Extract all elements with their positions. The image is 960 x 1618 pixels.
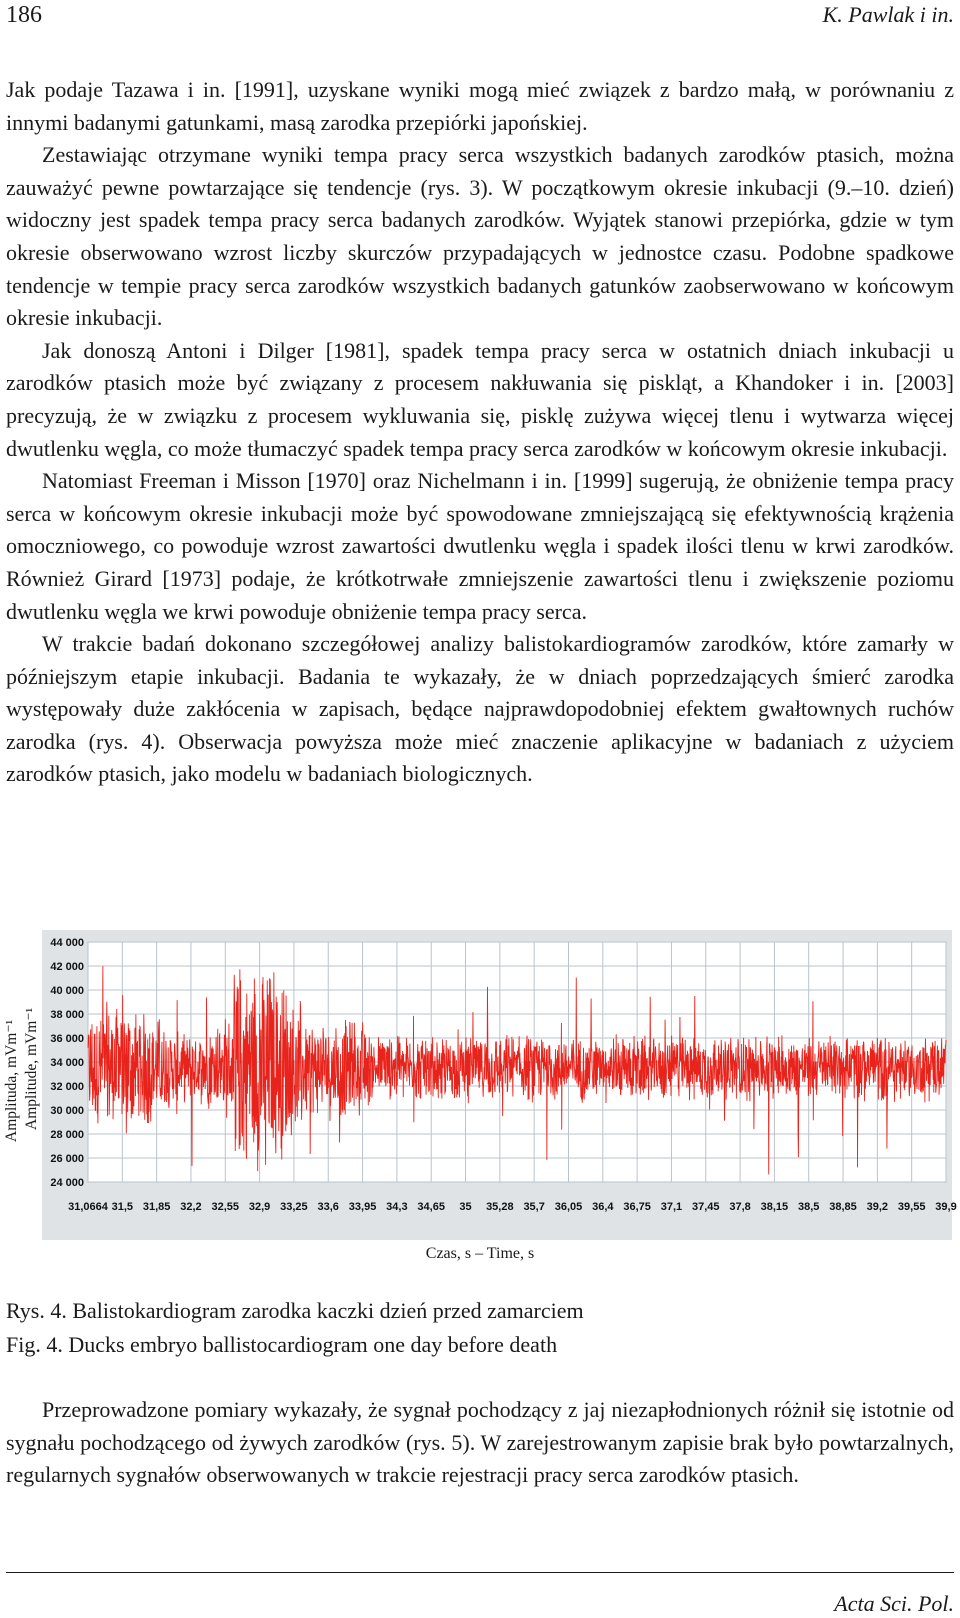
x-tick-label: 36,75: [623, 1201, 651, 1213]
x-tick-label: 32,2: [180, 1201, 202, 1213]
ballistocardiogram-chart: [0, 930, 960, 1240]
x-tick-label: 35,7: [523, 1201, 545, 1213]
x-axis-label: Czas, s – Time, s: [425, 1245, 535, 1262]
x-tick-label: 34,65: [417, 1201, 445, 1213]
body-text-top: [6, 74, 954, 791]
x-tick-label: 36,4: [592, 1201, 614, 1213]
paragraph: Przeprowadzone pomiary wykazały, że sygnał pochodzący z jaj niezapłodnionych różnił się istotnie od sygnału pochodzącego od żywych zarodków (rys. 5). W zarejestrowanym zapisie brak było powtarzalnych, regularnych sygnałów obserwowanych w trakcie rejestracji pracy serca zarodków ptasich.: [6, 1397, 954, 1488]
y-tick-label: 30 000: [50, 1105, 84, 1117]
plot-area: [50, 937, 956, 1213]
x-tick-label: 31,0664: [68, 1201, 108, 1213]
paragraph: Jak podaje Tazawa i in. [1991], uzyskane wyniki mogą mieć związek z bardzo małą, w porównaniu z innymi badanymi gatunkami, masą zarodka przepiórki japońskiej.: [6, 77, 954, 135]
x-tick-label: 32,9: [248, 1201, 271, 1213]
running-head: K. Pawlak i in.: [822, 2, 954, 27]
y-tick-label: 26 000: [50, 1153, 84, 1165]
paragraph: W trakcie badań dokonano szczegółowej analizy balistokardiogramów zarodków, które zamarły w późniejszym etapie inkubacji. Badania te wykazały, że w dniach poprzedzających śmierć zarodka występowały duże zakłócenia w zapisach, będące najprawdopodobniej efektem gwałtownych ruchów zarodka (rys. 4). Obserwacja powyższa może mieć znaczenie aplikacyjne w badaniach z użyciem zarodków ptasich, jako modelu w badaniach biologicznych.: [6, 631, 954, 787]
y-tick-label: 44 000: [50, 937, 84, 949]
figure-caption-en: Fig. 4. Ducks embryo ballistocardiogram one day before death: [6, 1332, 558, 1357]
x-tick-label: 37,8: [729, 1201, 751, 1213]
x-tick-label: 38,15: [760, 1201, 789, 1213]
y-tick-label: 34 000: [50, 1057, 84, 1069]
y-axis-label-pl: Amplituda, mVm⁻¹: [3, 1019, 20, 1142]
y-tick-label: 38 000: [50, 1009, 84, 1021]
x-tick-label: 39,9: [935, 1201, 957, 1213]
x-tick-label: 38,5: [798, 1201, 820, 1213]
body-text-bottom: [6, 1394, 954, 1492]
x-tick-label: 32,55: [211, 1201, 240, 1213]
x-tick-label: 34,3: [386, 1201, 408, 1213]
y-tick-label: 36 000: [50, 1033, 84, 1045]
journal-name: Acta Sci. Pol.: [834, 1591, 954, 1616]
paragraph: Zestawiając otrzymane wyniki tempa pracy serca wszystkich badanych zarodków ptasich, można zauważyć pewne powtarzające się tendencje (rys. 3). W początkowym okresie inkubacji (9.–10. dzień) widoczny jest spadek tempa pracy serca badanych zarodków. Wyjątek stanowi przepiórka, gdzie w tym okresie obserwowano wzrost liczby skurczów przypadających w jednostce czasu. Podobne spadkowe tendencje w tempie pracy serca zarodków wszystkich badanych gatunków zaobserwowano w końcowym okresie inkubacji.: [6, 142, 954, 331]
x-tick-label: 33,95: [348, 1201, 377, 1213]
footer-rule: [6, 1572, 954, 1573]
y-tick-label: 24 000: [50, 1177, 84, 1189]
y-axis-label-en: Amplitude, mVm⁻¹: [23, 1007, 40, 1130]
x-tick-label: 39,55: [897, 1201, 926, 1213]
x-tick-label: 33,6: [317, 1201, 339, 1213]
x-tick-label: 37,45: [691, 1201, 720, 1213]
ballistocardiogram-figure: [0, 930, 960, 1270]
x-tick-label: 36,05: [554, 1201, 583, 1213]
x-tick-label: 39,2: [866, 1201, 889, 1213]
x-tick-label: 33,25: [280, 1201, 308, 1213]
y-tick-label: 28 000: [50, 1129, 84, 1141]
paragraph: Jak donoszą Antoni i Dilger [1981], spadek tempa pracy serca w ostatnich dniach inkubacji u zarodków ptasich może być związany z procesem nakłuwania się piskląt, a Khandoker i in. [2003] precyzują, że w związku z procesem wykluwania się, pisklę zużywa więcej tlenu i wytwarza więcej dwutlenku węgla, co może tłumaczyć spadek tempa pracy serca zarodków w końcowym okresie inkubacji.: [6, 337, 954, 461]
y-tick-label: 42 000: [50, 961, 84, 973]
y-tick-label: 40 000: [50, 985, 84, 997]
y-tick-label: 32 000: [50, 1081, 84, 1093]
figure-caption-pl: Rys. 4. Balistokardiogram zarodka kaczki dzień przed zamarciem: [6, 1298, 584, 1323]
x-tick-label: 31,85: [142, 1201, 171, 1213]
paragraph: Natomiast Freeman i Misson [1970] oraz Nichelmann i in. [1999] sugerują, że obniżenie tempa pracy serca w końcowym okresie inkubacji może być spowodowane zmniejszającą się efektywnością krążenia omoczniowego, co powoduje wzrost zawartości dwutlenku węgla i spadek ilości tlenu w krwi zarodków. Również Girard [1973] podaje, że krótkotrwałe zmniejszenie zawartości tlenu i zwiększenie poziomu dwutlenku węgla we krwi powoduje obniżenie tempa pracy serca.: [6, 468, 954, 624]
x-tick-label: 35: [459, 1201, 472, 1213]
x-tick-label: 35,28: [486, 1201, 514, 1213]
x-tick-label: 37,1: [660, 1201, 683, 1213]
x-tick-label: 31,5: [111, 1201, 134, 1213]
x-tick-label: 38,85: [829, 1201, 857, 1213]
page-number: 186: [6, 2, 42, 28]
